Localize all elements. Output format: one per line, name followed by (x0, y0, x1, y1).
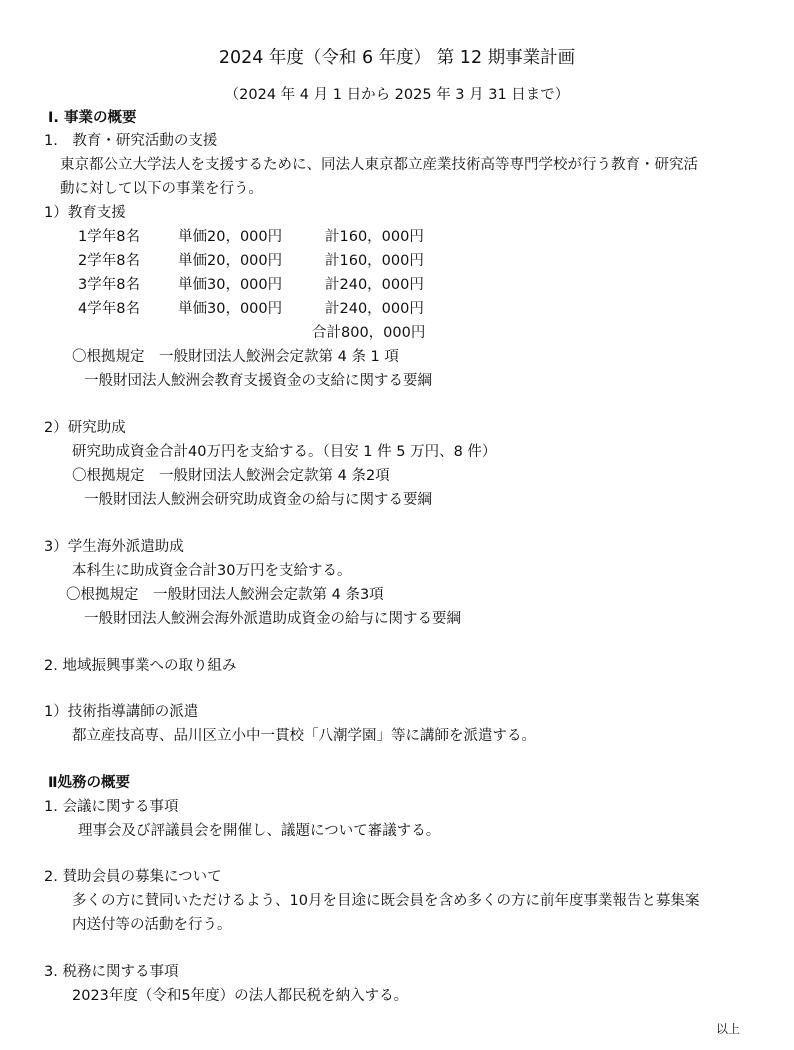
total-cell: 計240，000円 (325, 277, 424, 293)
education-rule: 一般財団法人鮫洲会教育支援資金の支給に関する要綱 (84, 373, 432, 389)
document-title: 2024 年度（令和 6 年度） 第 12 期事業計画 (218, 48, 576, 68)
supporting-members-heading: 2. 賛助会員の募集について (44, 869, 222, 885)
education-basis: 〇根拠規定 一般財団法人鮫洲会定款第 4 条 1 項 (72, 349, 399, 365)
overseas-grant-heading: 3）学生海外派遣助成 (44, 539, 184, 555)
research-grant-body: 研究助成資金合計40万円を支給する。（目安 1 件 5 万円、8 件） (72, 444, 497, 460)
item-1-body-line-1: 東京都公立大学法人を支援するために、同法人東京都立産業技術高等専門学校が行う教育・研究活 (60, 157, 698, 173)
unit-price-cell: 単価20，000円 (178, 229, 283, 245)
grade-cell: 2学年8名 (78, 253, 140, 269)
meetings-body: 理事会及び評議員会を開催し、議題について審議する。 (78, 823, 441, 839)
grade-cell: 1学年8名 (78, 229, 140, 245)
grade-cell: 4学年8名 (78, 301, 140, 317)
meetings-heading: 1. 会議に関する事項 (44, 799, 179, 815)
item-2-heading: 2. 地域振興事業への取り組み (44, 658, 237, 674)
plan-period: （2024 年 4 月 1 日から 2025 年 3 月 31 日まで） (224, 87, 570, 103)
overseas-grant-basis: 〇根拠規定 一般財団法人鮫洲会定款第 4 条3項 (66, 587, 384, 603)
item-1-heading: 1. 教育・研究活動の支援 (44, 133, 218, 149)
total-cell: 計240，000円 (325, 301, 424, 317)
supporting-members-body-line-2: 内送付等の活動を行う。 (72, 917, 232, 933)
research-grant-basis: 〇根拠規定 一般財団法人鮫洲会定款第 4 条2項 (72, 468, 390, 484)
section-2-heading: Ⅱ処務の概要 (48, 775, 131, 791)
grand-total: 合計800，000円 (312, 325, 426, 341)
section-1-heading: Ⅰ. 事業の概要 (48, 110, 137, 126)
overseas-grant-rule: 一般財団法人鮫洲会海外派遣助成資金の給与に関する要綱 (84, 611, 461, 627)
item-1-body-line-2: 動に対して以下の事業を行う。 (60, 181, 263, 197)
education-support-heading: 1）教育支援 (44, 205, 126, 221)
overseas-grant-body: 本科生に助成資金合計30万円を支給する。 (72, 563, 352, 579)
instructor-dispatch-heading: 1）技術指導講師の派遣 (44, 704, 199, 720)
research-grant-rule: 一般財団法人鮫洲会研究助成資金の給与に関する要綱 (84, 492, 432, 508)
unit-price-cell: 単価30，000円 (178, 277, 283, 293)
tax-body: 2023年度（令和5年度）の法人都民税を納入する。 (72, 988, 409, 1004)
tax-heading: 3. 税務に関する事項 (44, 964, 179, 980)
unit-price-cell: 単価20，000円 (178, 253, 283, 269)
instructor-dispatch-body: 都立産技高専、品川区立小中一貫校「八潮学園」等に講師を派遣する。 (72, 728, 536, 744)
total-cell: 計160，000円 (325, 229, 424, 245)
research-grant-heading: 2）研究助成 (44, 420, 126, 436)
grade-cell: 3学年8名 (78, 277, 140, 293)
total-cell: 計160，000円 (325, 253, 424, 269)
unit-price-cell: 単価30，000円 (178, 301, 283, 317)
closing-mark: 以上 (716, 1022, 741, 1036)
supporting-members-body-line-1: 多くの方に賛同いただけるよう、10月を目途に既会員を含め多くの方に前年度事業報告と募集案 (72, 893, 700, 909)
